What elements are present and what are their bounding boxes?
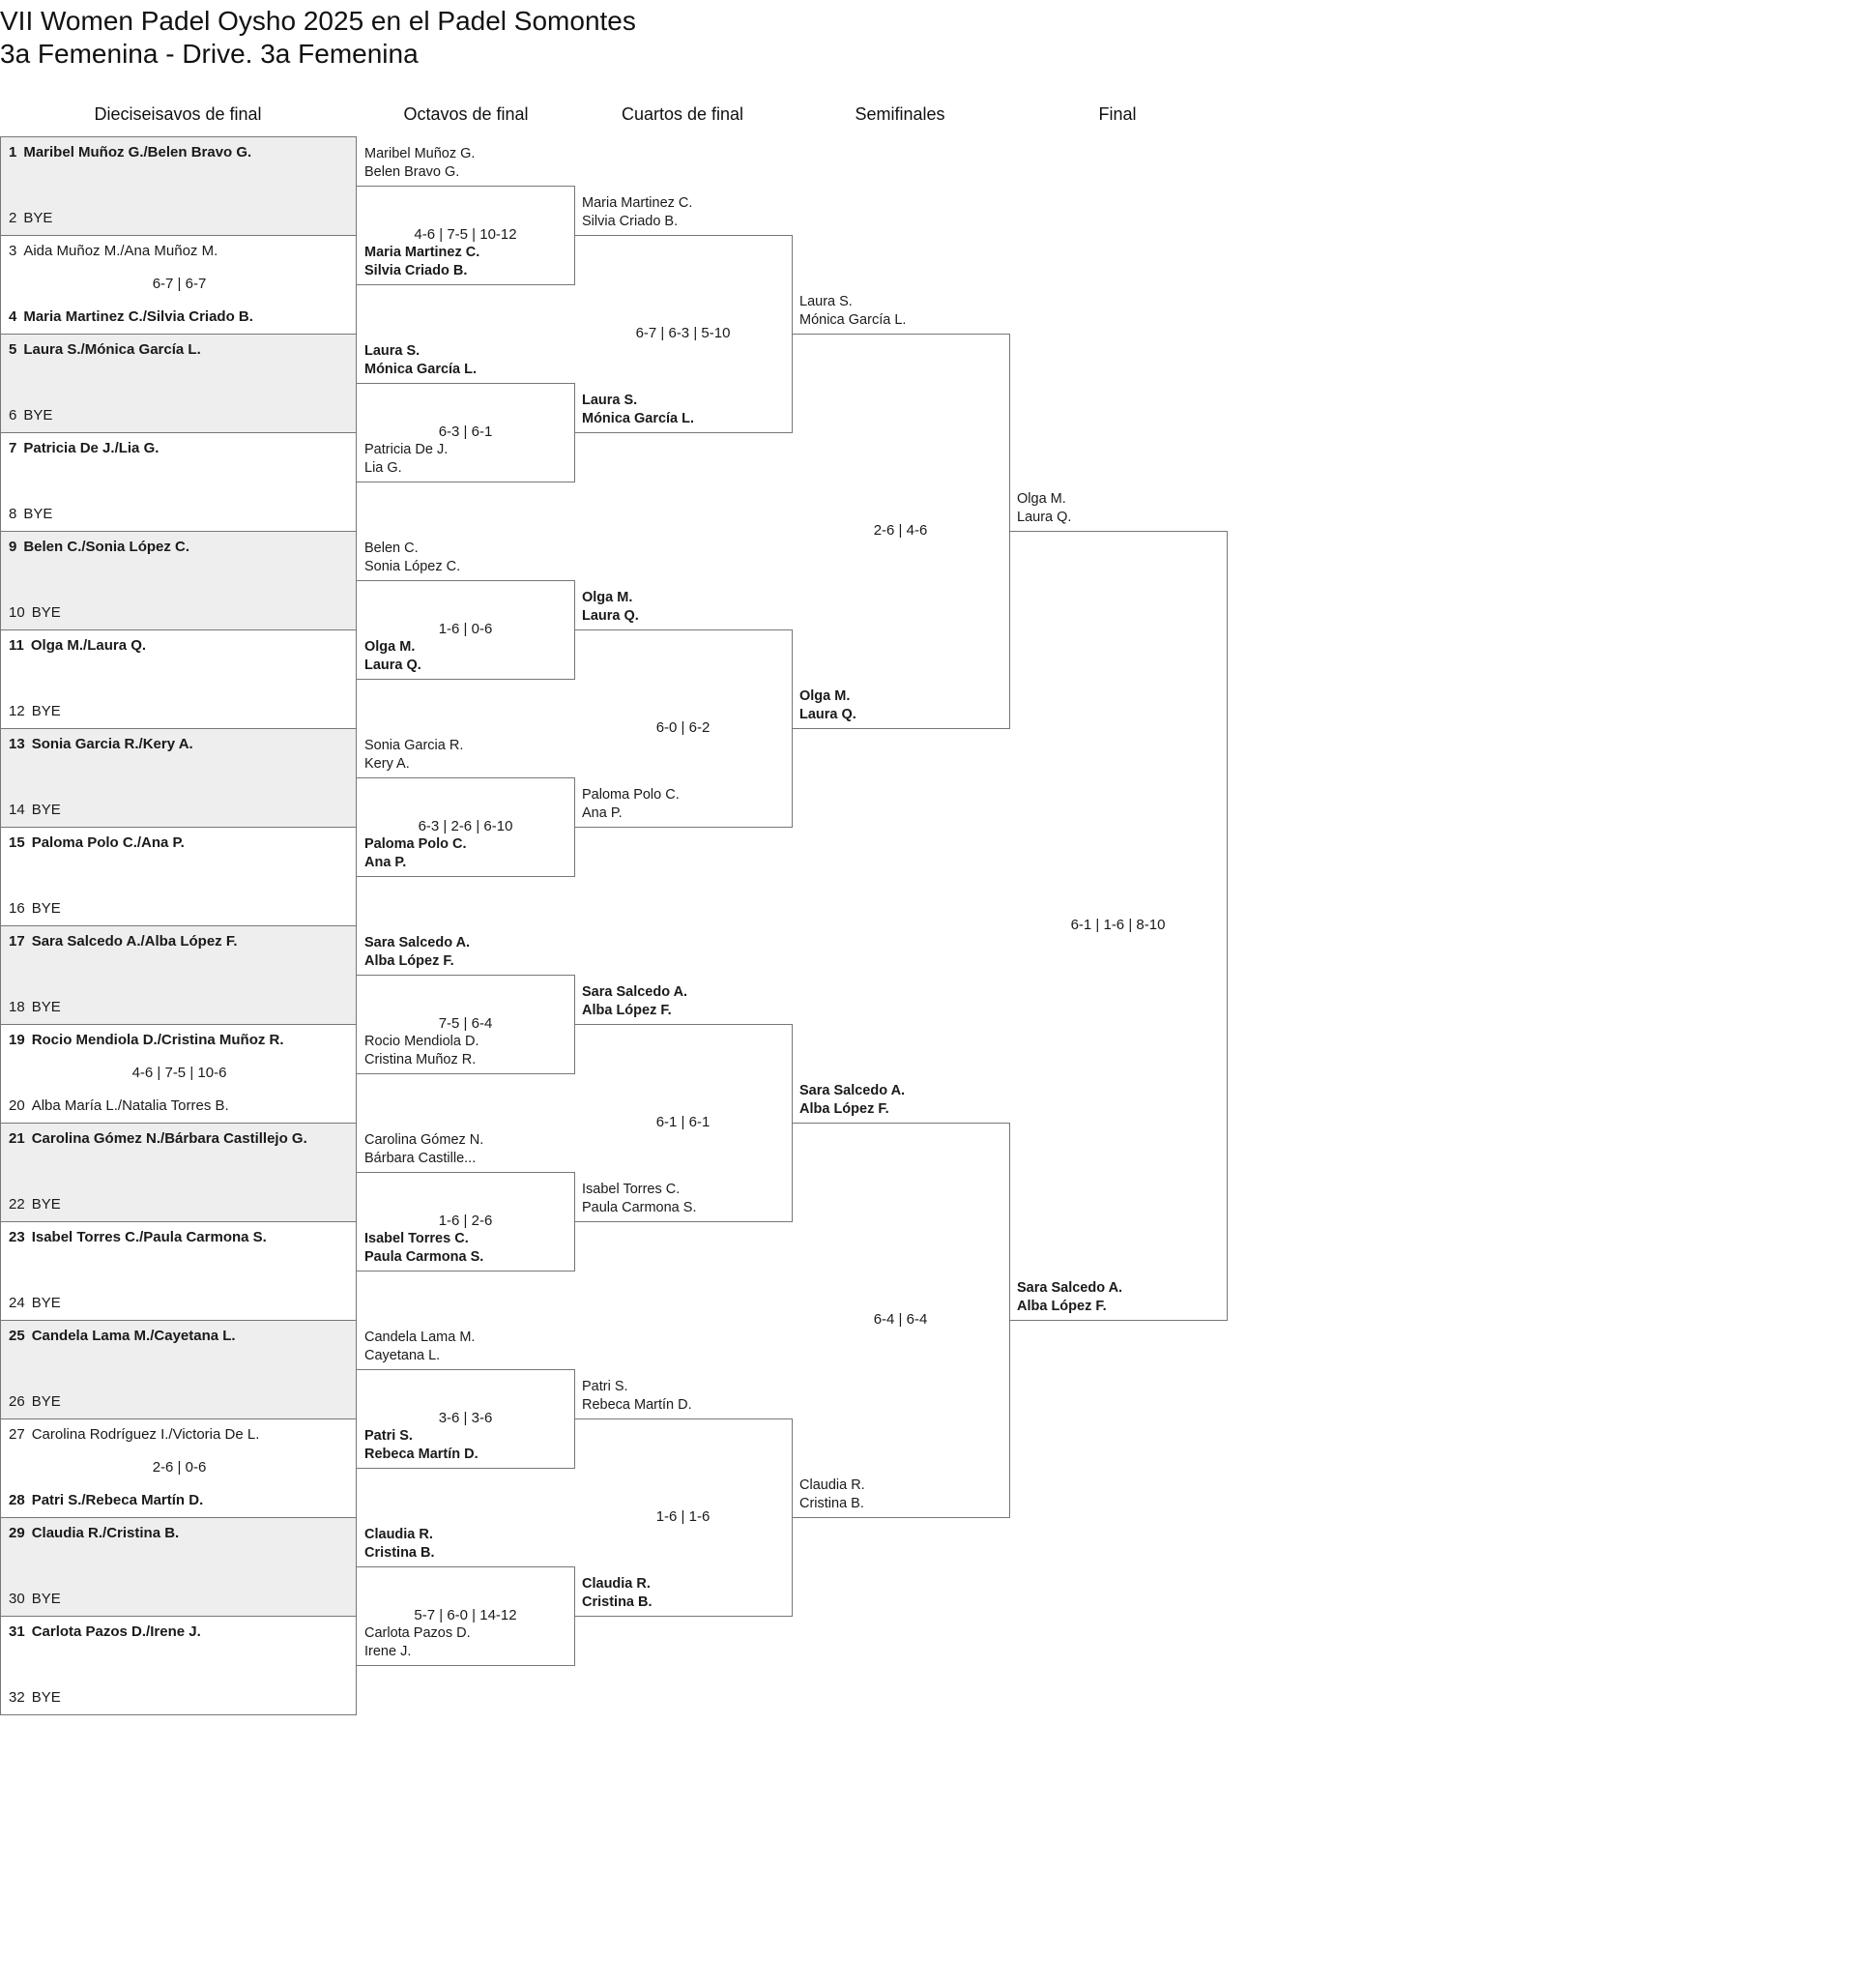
seed-number: 26 [9,1393,25,1410]
match-score: 6-1 | 6-1 [655,1114,710,1130]
match-score: 1-6 | 0-6 [438,621,493,637]
player-name: Olga M. [799,688,851,704]
match-score: 6-7 | 6-3 | 5-10 [635,325,731,341]
player-name: Maribel Muñoz G. [364,146,476,161]
team-name: BYE [31,1196,61,1213]
team-pair [364,441,448,478]
player-name: Ana P. [364,855,407,870]
match-score: 4-6 | 7-5 | 10-6 [131,1065,227,1081]
player-name: Silvia Criado B. [582,214,679,229]
player-name: Cristina B. [582,1594,652,1610]
match-box [0,728,357,828]
player-name: Cristina B. [799,1496,864,1511]
match-box [0,1123,357,1222]
player-name: Cayetana L. [364,1348,441,1363]
seed-number: 24 [9,1295,25,1311]
team-name: BYE [31,703,61,719]
player-name: Mónica García L. [582,411,695,426]
player-name: Isabel Torres C. [364,1231,469,1246]
team-pair [582,194,692,231]
match-score: 6-0 | 6-2 [655,719,710,736]
seed-number: 22 [9,1196,25,1213]
team-bottom [9,1196,61,1213]
player-name: Patri S. [364,1428,413,1444]
player-name: Laura S. [799,294,853,309]
team-name: Sara Salcedo A./Alba López F. [31,933,238,950]
match-box [0,1418,357,1518]
player-name: Patricia De J. [364,442,449,457]
player-name: Bárbara Castille... [364,1151,477,1166]
team-pair [364,342,477,379]
match-score: 6-3 | 2-6 | 6-10 [418,818,513,834]
player-name: Claudia R. [582,1576,651,1592]
team-pair [364,1624,471,1661]
match-score: 5-7 | 6-0 | 14-12 [414,1607,517,1623]
seed-number: 31 [9,1623,25,1640]
team-pair [364,1131,483,1168]
team-bottom [9,802,61,819]
team-name: BYE [31,1689,61,1706]
team-pair [364,835,467,872]
player-name: Claudia R. [799,1477,865,1493]
player-name: Laura Q. [1017,510,1072,525]
seed-number: 14 [9,802,25,818]
team-pair [582,1181,696,1217]
player-name: Paloma Polo C. [582,787,680,803]
round-header: Octavos de final [403,104,529,124]
team-pair [364,145,475,182]
match-box [0,432,357,532]
team-top [9,834,185,852]
team-name: BYE [23,506,53,522]
team-pair [364,934,470,971]
team-pair [1017,490,1071,527]
player-name: Laura Q. [364,658,421,673]
team-name: BYE [31,1591,61,1607]
match-score: 2-6 | 4-6 [873,522,928,539]
team-bottom [9,210,52,227]
seed-number: 20 [9,1097,25,1114]
player-name: Mónica García L. [364,362,478,377]
team-pair [364,1230,483,1267]
team-name: BYE [23,210,53,226]
team-name: BYE [31,900,61,917]
player-name: Belen Bravo G. [364,164,460,180]
seed-number: 9 [9,539,17,555]
seed-number: 28 [9,1492,25,1508]
team-pair [582,589,639,626]
player-name: Paula Carmona S. [582,1200,697,1215]
player-name: Sara Salcedo A. [1017,1280,1123,1296]
seed-number: 4 [9,308,17,325]
player-name: Laura Q. [799,707,856,722]
player-name: Mónica García L. [799,312,907,328]
match-score: 1-6 | 2-6 [438,1213,493,1229]
player-name: Belen C. [364,541,419,556]
team-top [9,1525,179,1542]
player-name: Maria Martinez C. [582,195,693,211]
player-name: Alba López F. [1017,1299,1107,1314]
team-bottom [9,1097,229,1115]
team-name: Isabel Torres C./Paula Carmona S. [31,1229,267,1245]
player-name: Cristina B. [364,1545,435,1561]
match-score: 6-3 | 6-1 [438,424,493,440]
team-bottom [9,604,61,622]
team-bottom [9,703,61,720]
seed-number: 6 [9,407,17,424]
player-name: Alba López F. [364,953,454,969]
seed-number: 11 [9,637,24,654]
player-name: Carolina Gómez N. [364,1132,484,1148]
player-name: Laura Q. [582,608,639,624]
team-pair [582,983,687,1020]
team-pair [799,293,906,330]
team-pair [799,687,856,724]
player-name: Kery A. [364,756,410,772]
team-name: BYE [31,604,61,621]
player-name: Paula Carmona S. [364,1249,484,1265]
seed-number: 1 [9,144,17,161]
seed-number: 29 [9,1525,25,1541]
team-top [9,539,189,556]
match-score: 6-7 | 6-7 [152,276,207,292]
round-header: Final [1098,104,1137,124]
team-top [9,1328,236,1345]
team-bottom [9,1689,61,1707]
match-box [0,1221,357,1321]
match-box [0,1320,357,1419]
seed-number: 15 [9,834,25,851]
team-name: Sonia Garcia R./Kery A. [31,736,193,752]
page-subtitle: 3a Femenina - Drive. 3a Femenina [0,39,419,69]
team-pair [364,1329,475,1365]
team-pair [582,392,694,428]
seed-number: 27 [9,1426,25,1443]
match-box [0,235,357,335]
match-box [0,1517,357,1617]
team-bottom [9,1591,61,1608]
team-name: Aida Muñoz M./Ana Muñoz M. [23,243,218,259]
team-pair [364,244,479,280]
team-name: Maribel Muñoz G./Belen Bravo G. [23,144,252,161]
seed-number: 7 [9,440,17,456]
seed-number: 32 [9,1689,25,1706]
seed-number: 25 [9,1328,25,1344]
team-top [9,144,251,161]
seed-number: 30 [9,1591,25,1607]
team-pair [364,1526,435,1563]
match-score: 4-6 | 7-5 | 10-12 [414,226,517,243]
team-name: Maria Martinez C./Silvia Criado B. [23,308,253,325]
player-name: Isabel Torres C. [582,1182,681,1197]
team-pair [364,638,421,675]
team-top [9,341,201,359]
seed-number: 2 [9,210,17,226]
team-pair [799,1082,905,1119]
seed-number: 13 [9,736,25,752]
player-name: Carlota Pazos D. [364,1625,471,1641]
team-name: BYE [31,1295,61,1311]
player-name: Olga M. [364,639,416,655]
match-score: 6-4 | 6-4 [873,1311,928,1328]
team-name: Paloma Polo C./Ana P. [31,834,185,851]
seed-number: 5 [9,341,17,358]
team-name: Carolina Rodríguez I./Victoria De L. [31,1426,260,1443]
seed-number: 19 [9,1032,25,1048]
match-box [0,925,357,1025]
round-header: Semifinales [855,104,945,124]
team-top [9,1032,284,1049]
player-name: Rocio Mendiola D. [364,1034,479,1049]
match-box [0,629,357,729]
team-pair [582,1575,652,1612]
team-top [9,637,146,655]
player-name: Maria Martinez C. [364,245,480,260]
team-pair [582,786,680,823]
player-name: Alba López F. [582,1003,672,1018]
team-pair [799,1476,865,1513]
team-bottom [9,1295,61,1312]
match-box [0,531,357,630]
seed-number: 16 [9,900,25,917]
team-name: Belen C./Sonia López C. [23,539,190,555]
match-score: 1-6 | 1-6 [655,1508,710,1525]
team-bottom [9,1492,203,1509]
seed-number: 8 [9,506,17,522]
player-name: Sonia Garcia R. [364,738,464,753]
team-pair [364,1427,478,1464]
team-bottom [9,1393,61,1411]
match-box [0,136,357,236]
team-name: Patricia De J./Lia G. [23,440,160,456]
team-name: Olga M./Laura Q. [30,637,147,654]
team-name: Carlota Pazos D./Irene J. [31,1623,201,1640]
team-bottom [9,506,52,523]
player-name: Silvia Criado B. [364,263,468,278]
team-name: Patri S./Rebeca Martín D. [31,1492,204,1508]
player-name: Patri S. [582,1379,628,1394]
player-name: Rebeca Martín D. [364,1447,478,1462]
team-name: Carolina Gómez N./Bárbara Castillejo G. [31,1130,307,1147]
player-name: Irene J. [364,1644,412,1659]
team-top [9,1623,201,1641]
player-name: Sonia López C. [364,559,461,574]
team-name: BYE [31,999,61,1015]
player-name: Sara Salcedo A. [364,935,471,950]
player-name: Claudia R. [364,1527,433,1542]
team-name: Rocio Mendiola D./Cristina Muñoz R. [31,1032,284,1048]
seed-number: 10 [9,604,25,621]
match-score: 2-6 | 0-6 [152,1459,207,1476]
match-box [0,1024,357,1124]
player-name: Sara Salcedo A. [799,1083,906,1098]
team-name: Laura S./Mónica García L. [23,341,201,358]
team-name: BYE [31,802,61,818]
seed-number: 21 [9,1130,25,1147]
team-pair [582,1378,692,1415]
player-name: Rebeca Martín D. [582,1397,692,1413]
player-name: Olga M. [1017,491,1066,507]
team-bottom [9,308,253,326]
match-score: 3-6 | 3-6 [438,1410,493,1426]
team-name: Claudia R./Cristina B. [31,1525,180,1541]
team-top [9,243,218,260]
team-bottom [9,900,61,918]
player-name: Lia G. [364,460,402,476]
team-top [9,1229,267,1246]
player-name: Alba López F. [799,1101,889,1117]
player-name: Paloma Polo C. [364,836,467,852]
seed-number: 3 [9,243,17,259]
team-top [9,736,193,753]
round-header: Cuartos de final [621,104,744,124]
match-score: 6-1 | 1-6 | 8-10 [1070,917,1166,933]
seed-number: 17 [9,933,25,950]
team-pair [1017,1279,1122,1316]
player-name: Laura S. [364,343,420,359]
player-name: Cristina Muñoz R. [364,1052,477,1067]
team-name: BYE [31,1393,61,1410]
team-pair [364,737,463,774]
seed-number: 23 [9,1229,25,1245]
player-name: Laura S. [582,393,638,408]
team-pair [364,1033,478,1069]
team-top [9,440,159,457]
player-name: Olga M. [582,590,633,605]
player-name: Candela Lama M. [364,1330,476,1345]
team-top [9,1426,259,1444]
seed-number: 18 [9,999,25,1015]
team-name: Candela Lama M./Cayetana L. [31,1328,236,1344]
match-box [0,1616,357,1715]
team-name: Alba María L./Natalia Torres B. [31,1097,229,1114]
seed-number: 12 [9,703,25,719]
team-top [9,1130,307,1148]
round-header: Dieciseisavos de final [94,104,262,124]
team-pair [364,540,460,576]
match-score: 7-5 | 6-4 [438,1015,493,1032]
player-name: Sara Salcedo A. [582,984,688,1000]
team-bottom [9,407,52,424]
team-bottom [9,999,61,1016]
match-box [0,827,357,926]
team-top [9,933,238,950]
team-name: BYE [23,407,53,424]
page-title: VII Women Padel Oysho 2025 en el Padel Somontes [0,6,636,36]
player-name: Ana P. [582,805,623,821]
match-box [0,334,357,433]
